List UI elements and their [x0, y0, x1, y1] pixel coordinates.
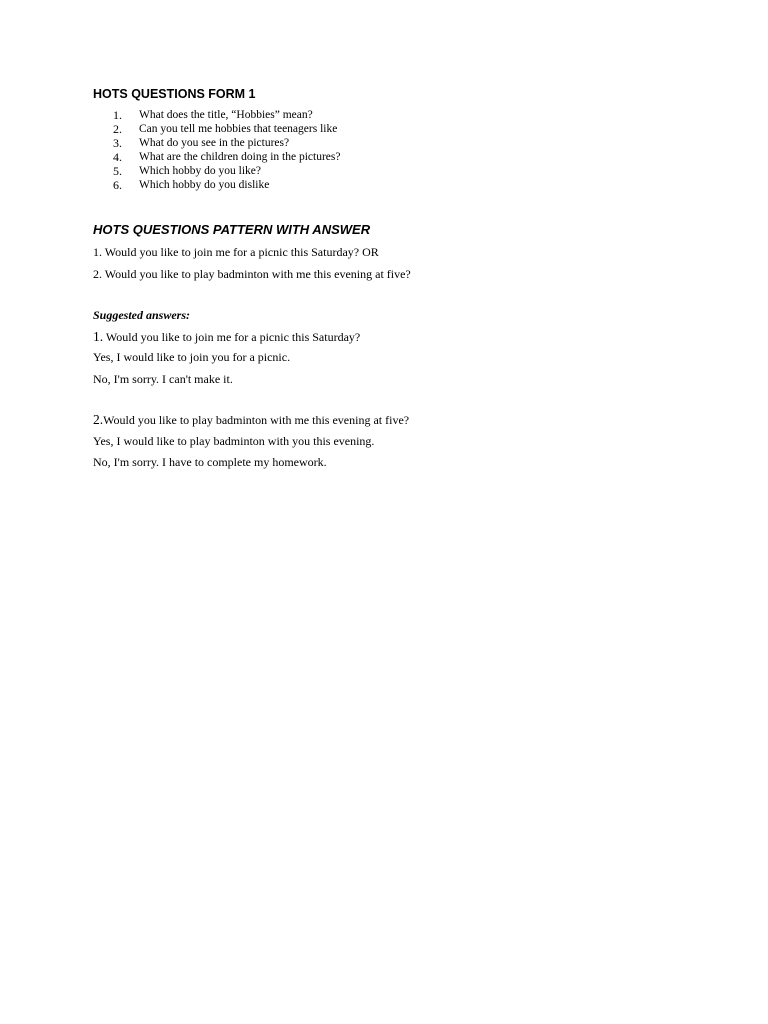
- pattern-line-2: 2. Would you like to play badminton with me this evening at five?: [93, 267, 411, 281]
- answer-q1-no: No, I'm sorry. I can't make it.: [93, 372, 233, 386]
- list-item: [113, 122, 341, 136]
- question-number: 3.: [113, 136, 122, 150]
- question-number: 1.: [113, 108, 122, 122]
- answer-q2-question: [93, 412, 409, 428]
- question-number: 5.: [113, 164, 122, 178]
- answer-q2-no: No, I'm sorry. I have to complete my homework.: [93, 455, 327, 469]
- question-text: Which hobby do you dislike: [139, 179, 270, 191]
- question-number: 4.: [113, 150, 122, 164]
- list-item: [113, 164, 341, 178]
- pattern-heading: HOTS QUESTIONS PATTERN WITH ANSWER: [93, 222, 371, 237]
- question-text: What do you see in the pictures?: [139, 137, 290, 149]
- answer-q1-question-text: Would you like to join me for a picnic this Saturday?: [103, 330, 361, 344]
- answer-q1-yes: Yes, I would like to join you for a picnic.: [93, 350, 291, 364]
- answer-q2-question-text: Would you like to play badminton with me this evening at five?: [103, 413, 410, 427]
- suggested-answers-label: Suggested answers:: [93, 308, 191, 322]
- list-item: [113, 178, 341, 192]
- form1-question-list: [113, 108, 341, 192]
- list-item: [113, 136, 341, 150]
- question-text: Which hobby do you like?: [139, 165, 262, 177]
- question-text: What are the children doing in the pictures?: [139, 151, 341, 163]
- pattern-line-1: 1. Would you like to join me for a picnic this Saturday? OR: [93, 245, 379, 259]
- answer-q2-yes: Yes, I would like to play badminton with you this evening.: [93, 434, 375, 448]
- question-number: 6.: [113, 178, 122, 192]
- list-item: [113, 108, 341, 122]
- form1-heading: HOTS QUESTIONS FORM 1: [93, 87, 256, 101]
- answer-q2-number: 2.: [93, 412, 104, 427]
- question-number: 2.: [113, 122, 122, 136]
- answer-q1-question: [93, 329, 360, 345]
- answer-q1-number: 1.: [93, 329, 104, 344]
- question-text: Can you tell me hobbies that teenagers like: [139, 123, 338, 135]
- list-item: [113, 150, 341, 164]
- question-text: What does the title, “Hobbies” mean?: [139, 109, 313, 121]
